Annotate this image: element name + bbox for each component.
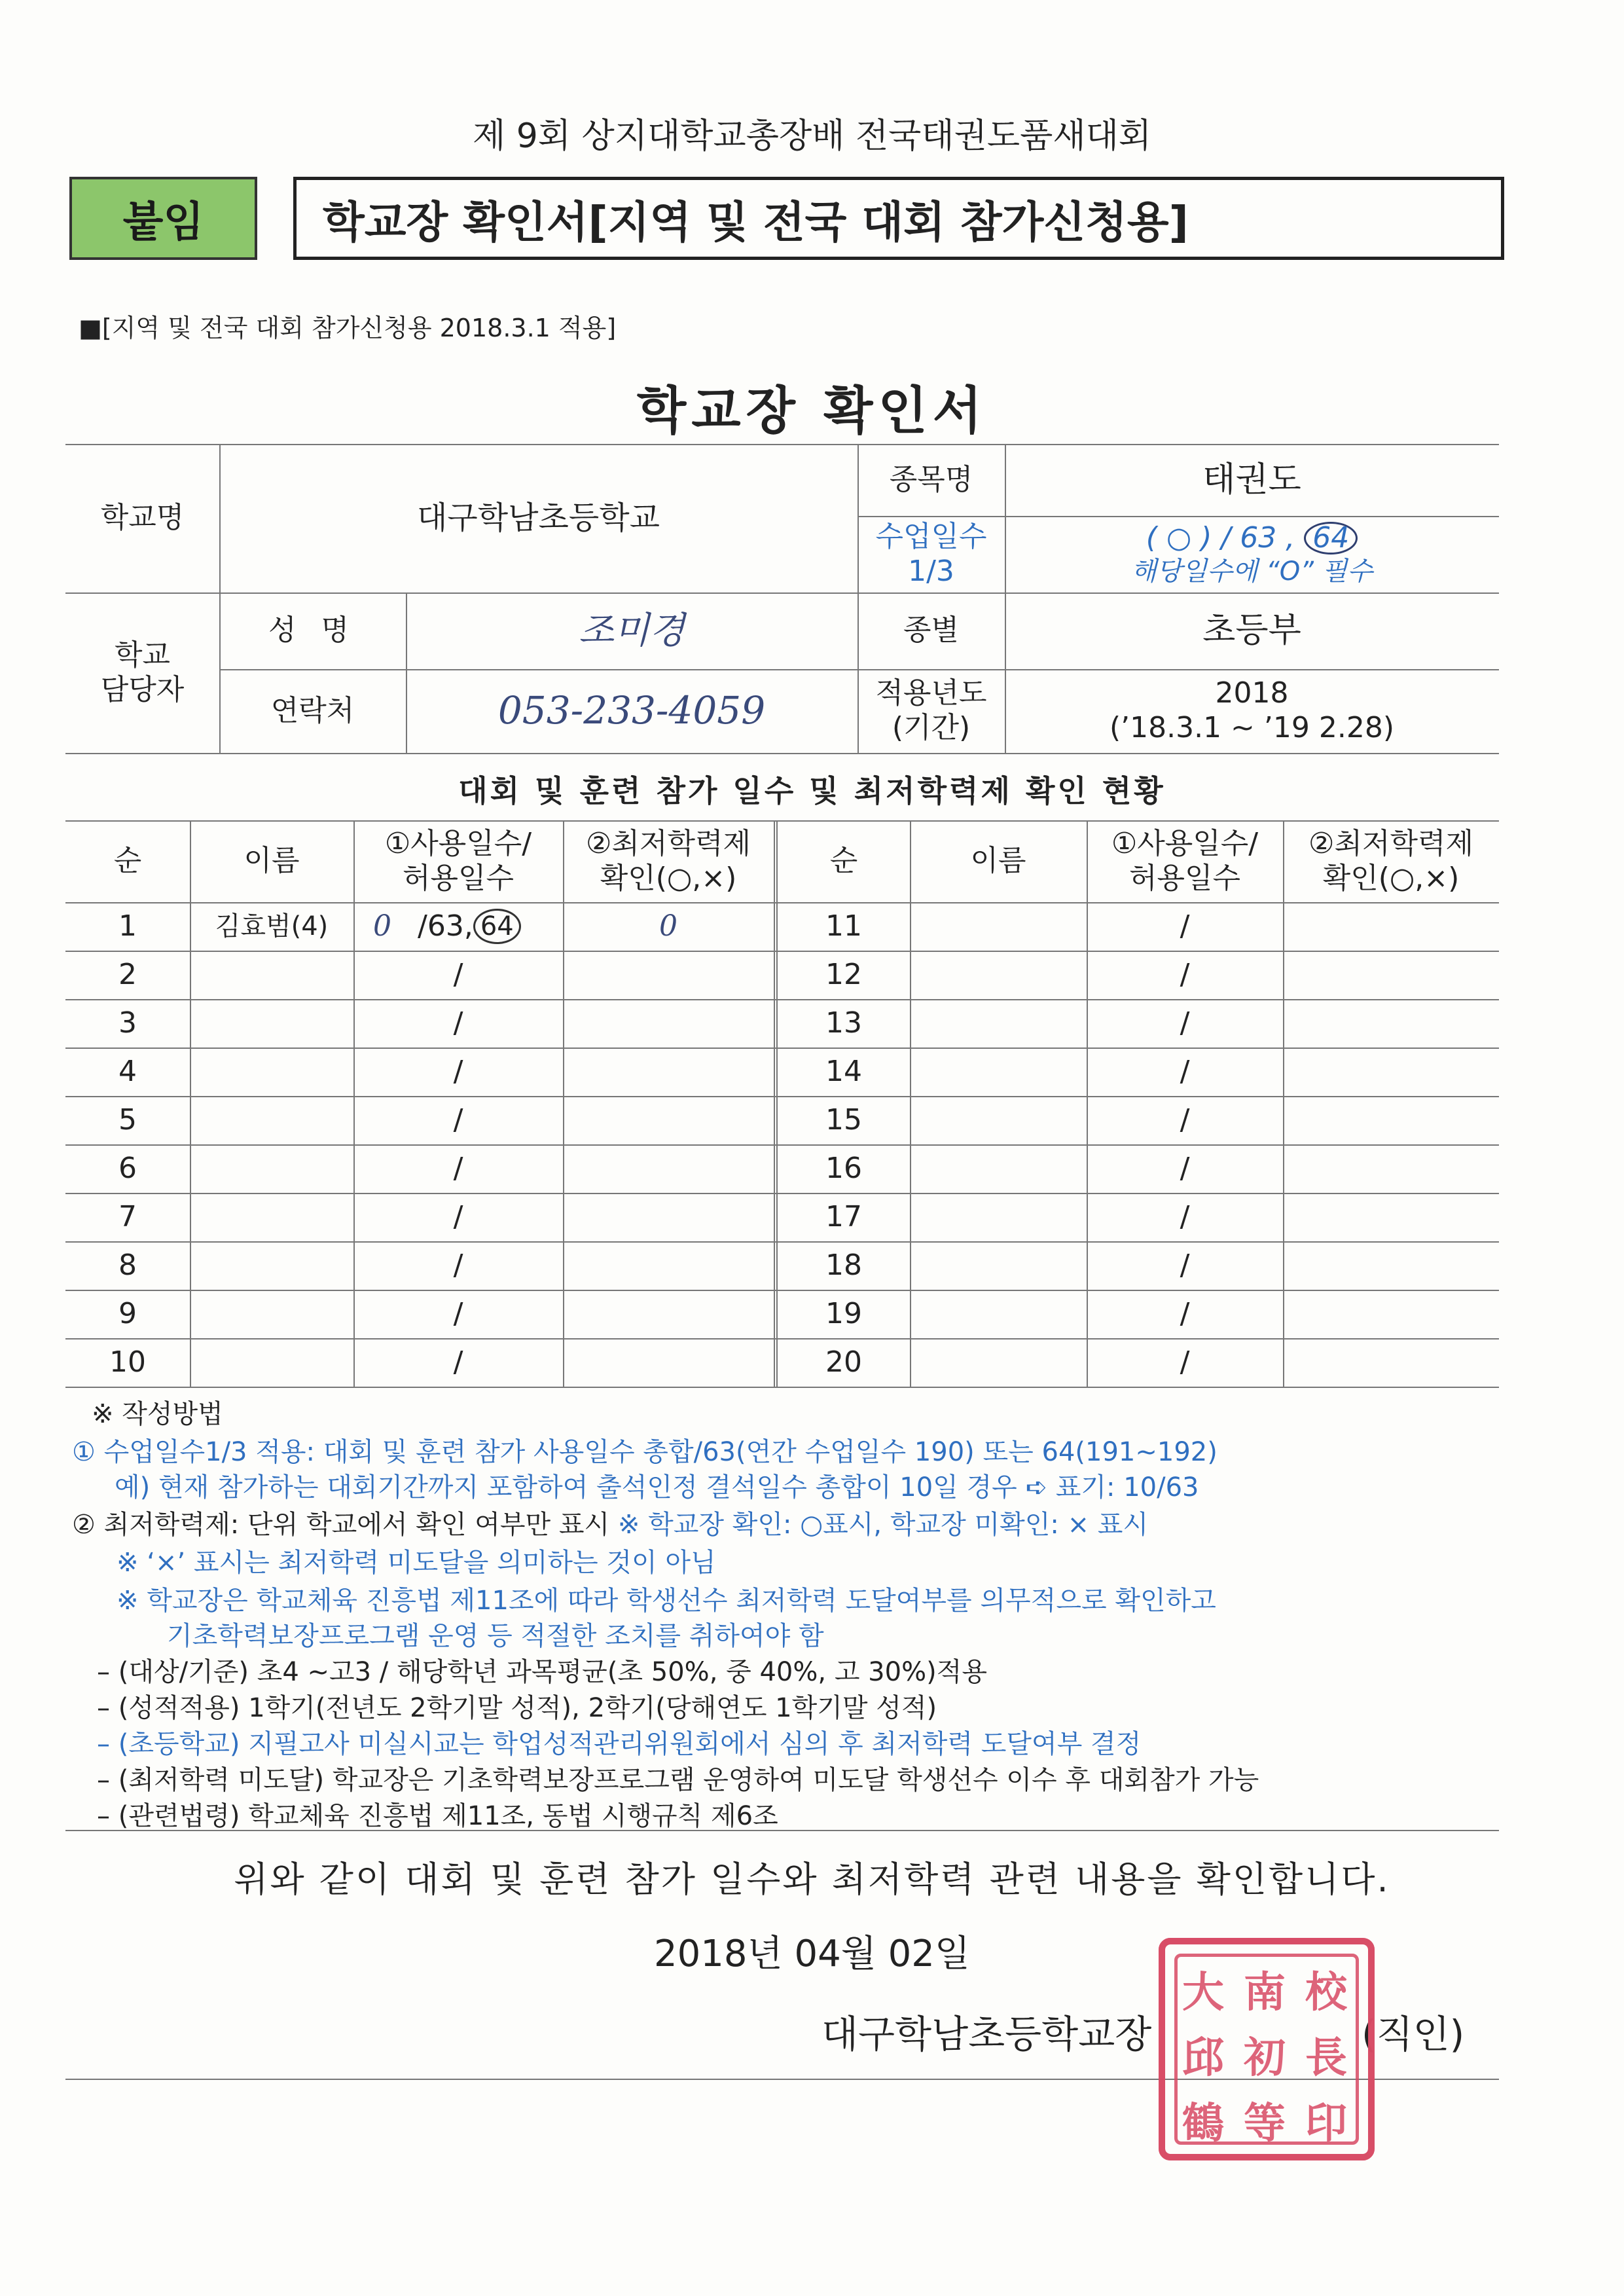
year-value: [1005, 669, 1499, 753]
row-no-10: 10: [109, 1345, 146, 1379]
row-days-17: /: [1180, 1199, 1190, 1233]
row-days-7: /: [453, 1199, 463, 1233]
header-days-right: [1087, 820, 1283, 902]
row1-days-circled: 64: [473, 909, 521, 944]
row-no-15: 15: [825, 1102, 862, 1137]
detail-5: – (관련법령) 학교체육 진흥법 제11조, 동법 시행규칙 제6조: [97, 1801, 778, 1831]
instruction-2d: 기초학력보장프로그램 운영 등 적절한 조치를 취하여야 함: [167, 1621, 824, 1651]
row-no-20: 20: [825, 1345, 862, 1379]
class-days-value: [1005, 516, 1499, 592]
official-seal-art: 大 南 校 邱 初 長 鶴 等 印: [1159, 1938, 1375, 2160]
seal-label: (직인): [1362, 2012, 1465, 2056]
division-value: 초등부: [1202, 611, 1301, 651]
instruction-2a-highlight: ※ 학교장 확인: ○표시, 학교장 미확인: × 표시: [617, 1510, 1149, 1540]
application-note: ■[지역 및 전국 대회 참가신청용 2018.3.1 적용]: [79, 314, 617, 342]
instruction-1b: 예) 현재 참가하는 대회기간까지 포함하여 출석인정 결석일수 총합이 10일 경우 ➪ 표기: 10/63: [115, 1472, 1199, 1503]
banner-title: 학교장 확인서[지역 및 전국 대회 참가신청용]: [293, 177, 1504, 260]
issue-date: 2018년 04월 02일: [654, 1933, 970, 1975]
header-no-right: 순: [829, 844, 858, 878]
row-no-18: 18: [825, 1248, 862, 1282]
signer-name: 대구학남초등학교장: [821, 2012, 1152, 2056]
row-no-8: 8: [118, 1248, 137, 1282]
header-days-right-line2: 허용일수: [1128, 861, 1240, 895]
year-label-line1: 적용년도: [875, 676, 987, 710]
row-no-14: 14: [825, 1054, 862, 1088]
row-days-18: /: [1180, 1248, 1190, 1282]
year-value-line2: (’18.3.1 ~ ’19 2.28): [1109, 711, 1395, 744]
division-label: 종별: [903, 613, 959, 647]
row-days-20: /: [1180, 1345, 1190, 1379]
instruction-2b: ※ ‘×’ 표시는 최저학력 미도달을 의미하는 것이 아님: [117, 1548, 716, 1578]
row-days-15: /: [1180, 1102, 1190, 1137]
header-no-left: 순: [113, 844, 142, 878]
contact-label: 연락처: [270, 693, 355, 727]
divider-top: [65, 1830, 1499, 1831]
detail-1: – (대상/기준) 초4 ~고3 / 해당학년 과목평균(초 50%, 중 40%, 고 30%)적용: [97, 1657, 987, 1687]
row-days-8: /: [453, 1248, 463, 1282]
year-label: [857, 669, 1005, 753]
row-days-9: /: [453, 1296, 463, 1330]
instruction-1a: ① 수업일수1/3 적용: 대회 및 훈련 참가 사용일수 총합/63(연간 수업일수 190) 또는 64(191~192): [72, 1437, 1218, 1467]
contact-value: 053-233-4059: [497, 688, 766, 733]
name-label: 성 명: [268, 613, 357, 647]
row-no-5: 5: [118, 1102, 137, 1137]
class-days-label-line1: 수업일수: [875, 519, 987, 553]
row-no-4: 4: [118, 1054, 137, 1088]
event-label: 종목명: [889, 462, 973, 496]
manager-name: 조미경: [578, 609, 685, 652]
row-days-19: /: [1180, 1296, 1190, 1330]
class-days-count: ( ○ ) / 63 ,: [1146, 521, 1295, 555]
detail-3: – (초등학교) 지필고사 미실시교는 학업성적관리위원회에서 심의 후 최저학력 도달여부 결정: [97, 1729, 1142, 1759]
row-days-4: /: [453, 1054, 463, 1088]
header-days-left-line2: 허용일수: [402, 861, 514, 895]
class-days-label-line2: 1/3: [908, 554, 954, 588]
row-days-3: /: [453, 1006, 463, 1040]
row-days-6: /: [453, 1151, 463, 1185]
class-days-label: [857, 516, 1005, 592]
instruction-2a-text: ② 최저학력제: 단위 학교에서 확인 여부만 표시: [72, 1510, 610, 1540]
competition-title: 제 9회 상지대학교총장배 전국태권도품새대회: [472, 117, 1152, 156]
year-value-line1: 2018: [1215, 676, 1289, 710]
confirmation-text: 위와 같이 대회 및 훈련 참가 일수와 최저학력 관련 내용을 확인합니다.: [234, 1859, 1390, 1900]
row-no-13: 13: [825, 1006, 862, 1040]
row-no-11: 11: [825, 909, 862, 943]
row1-used: 0: [373, 909, 391, 943]
attachment-badge: 붙임: [69, 177, 257, 260]
header-check-right: [1283, 820, 1499, 902]
header-check-right-line2: 확인(○,×): [1322, 861, 1460, 895]
instruction-2a: [72, 1504, 1148, 1541]
instructions-heading: ※ 작성방법: [92, 1399, 223, 1429]
row1-check: 0: [659, 909, 677, 943]
class-days-note: 해당일수에 “O” 필수: [1131, 556, 1373, 587]
event-value: 태권도: [1202, 460, 1301, 500]
header-name-left: 이름: [244, 844, 300, 878]
school-name-label: 학교명: [100, 501, 185, 535]
row-days-10: /: [453, 1345, 463, 1379]
row-days-14: /: [1180, 1054, 1190, 1088]
class-days-circled: 64: [1304, 522, 1358, 555]
manager-label-line2: 담당자: [100, 672, 185, 706]
row-no-1: 1: [118, 909, 137, 943]
row-days-2: /: [453, 957, 463, 991]
row-no-2: 2: [118, 957, 137, 991]
header-check-left-line1: ②최저학력제: [586, 826, 751, 860]
header-days-left-line1: ①사용일수/: [384, 826, 532, 860]
header-days-left: [353, 820, 563, 902]
row1-days: [353, 902, 563, 951]
document-title: 학교장 확인서: [636, 382, 988, 441]
detail-2: – (성적적용) 1학기(전년도 2학기말 성적), 2학기(당해연도 1학기말 성적): [97, 1693, 937, 1723]
year-label-line2: (기간): [892, 711, 971, 744]
school-name-value: 대구학남초등학교: [417, 499, 660, 536]
detail-4: – (최저학력 미도달) 학교장은 기초학력보장프로그램 운영하여 미도달 학생선수 이수 후 대회참가 가능: [97, 1765, 1259, 1795]
row1-name: 김효범(4): [215, 911, 329, 941]
manager-label: [65, 592, 219, 753]
row-no-12: 12: [825, 957, 862, 991]
row-days-5: /: [453, 1102, 463, 1137]
row-days-11: /: [1180, 909, 1190, 943]
row-no-19: 19: [825, 1296, 862, 1330]
instruction-2c: ※ 학교장은 학교체육 진흥법 제11조에 따라 학생선수 최저학력 도달여부를 의무적으로 확인하고: [117, 1586, 1216, 1616]
manager-label-line1: 학교: [114, 638, 170, 672]
header-check-left-line2: 확인(○,×): [600, 861, 737, 895]
row-days-16: /: [1180, 1151, 1190, 1185]
row1-days-text: /63,: [418, 909, 473, 943]
header-name-right: 이름: [970, 844, 1026, 878]
row-no-17: 17: [825, 1199, 862, 1233]
row-no-3: 3: [118, 1006, 137, 1040]
row-days-13: /: [1180, 1006, 1190, 1040]
row-no-7: 7: [118, 1199, 137, 1233]
row-no-6: 6: [118, 1151, 137, 1185]
row-no-16: 16: [825, 1151, 862, 1185]
section-title: 대회 및 훈련 참가 일수 및 최저학력제 확인 현황: [458, 773, 1166, 809]
header-check-left: [563, 820, 774, 902]
header-check-right-line1: ②최저학력제: [1308, 826, 1473, 860]
row-no-9: 9: [118, 1296, 137, 1330]
header-days-right-line1: ①사용일수/: [1111, 826, 1259, 860]
official-seal-stamp: [1159, 1938, 1375, 2160]
row-days-12: /: [1180, 957, 1190, 991]
